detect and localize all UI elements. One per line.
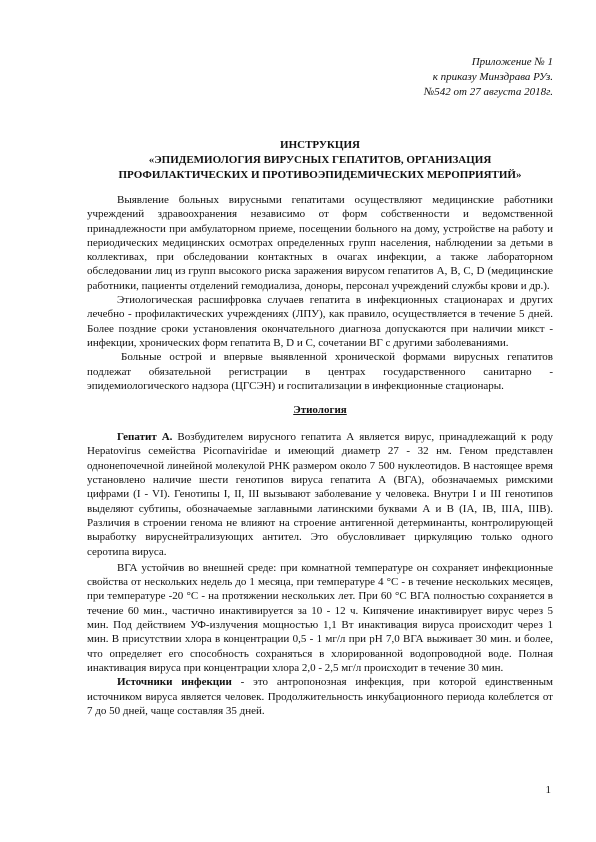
sources-text: - это антропонозная инфекция, при которой единственным источником вируса является человек. Продолжительность инкубационного периода колеблется от 7 до 50 дней, чаще составляя 35 дней. xyxy=(87,676,553,717)
appendix-line-2: к приказу Минздрава РУз. xyxy=(432,71,553,83)
document-title xyxy=(87,138,553,183)
hepatitis-a-lead: Гепатит А. xyxy=(117,431,173,444)
paragraph-sources xyxy=(87,675,553,718)
paragraph-detection: Выявление больных вирусными гепатитами осуществляют медицинские работники учреждений здравоохранения независимо от форм собственности и ведомственной принадлежности при амбулаторном приеме, посещении больного на дому, устройстве на работу и периодических медицинских осмотрах определенных групп населения, наблюдении за детьми в коллективах, при обследовании контактных в очагах инфекции, а также лабораторном обследовании лиц из групп высокого риска заражения вирусом гепатитов A, B, C, D (медицинские работники, пациенты отделений гемодиализа, доноры, персонал учреждений службы крови и др.). xyxy=(87,194,553,292)
appendix-line-3: №542 от 27 августа 2018г. xyxy=(423,86,553,98)
paragraph-hepatitis-a xyxy=(87,430,553,559)
appendix-line-1: Приложение № 1 xyxy=(471,56,553,68)
title-line-2: «ЭПИДЕМИОЛОГИЯ ВИРУСНЫХ ГЕПАТИТОВ, ОРГАНИЗАЦИЯ xyxy=(148,154,492,166)
page-number: 1 xyxy=(545,784,551,796)
document-body xyxy=(87,193,553,718)
title-line-1: ИНСТРУКЦИЯ xyxy=(280,139,360,151)
paragraph-stability: ВГА устойчив во внешней среде: при комнатной температуре он сохраняет инфекционные свойства от нескольких недель до 1 месяца, при температуре 4 °С - в течение нескольких месяцев, при температуре -20 °С - на протяжении нескольких лет. При 60 °С ВГА полностью сохраняется в течение 60 мин., частично инактивируется за 10 - 12 ч. Кипячение инактивирует вирус через 5 мин. Под действием УФ-излучения мощностью 1,1 Вт инактивация вируса происходит через 1 мин. В присутствии хлора в концентрации 0,5 - 1 мг/л при pH 7,0 ВГА выживает 30 мин. и более, что определяет его способность сохраняться в хлорированной водопроводной воде. Полная инактивация вируса при концентрации хлора 2,0 - 2,5 мг/л происходит в течение 30 мин. xyxy=(87,561,553,674)
title-line-3: ПРОФИЛАКТИЧЕСКИХ И ПРОТИВОЭПИДЕМИЧЕСКИХ МЕРОПРИЯТИЙ» xyxy=(118,169,522,181)
hepatitis-a-text: Возбудителем вирусного гепатита А является вирус, принадлежащий к роду Hepatovirus семейства Picornaviridae и имеющий диаметр 27 - 32 нм. Геном представлен однонепочечной линейной молекулой РНК размером около 7 500 нуклеотидов. В настоящее время установлено наличие шести генотипов вируса гепатита А (ВГА), обозначаемых римскими цифрами (I - VI). Генотипы I, II, III вызывают заболевание у человека. Внутри I и III генотипов выделяют субтипы, обозначаемые заглавными латинскими буквами А и В (IA, IB, IIIA, IIIB). Различия в строении генома не влияют на строение антигенной детерминанты, контролирующей выработку вируснейтрализующих антител. Это обусловливает циркуляцию только одного серотипа вируса. xyxy=(87,431,554,558)
paragraph-etiological-decoding: Этиологическая расшифровка случаев гепатита в инфекционных стационарах и других лечебно - профилактических учреждениях (ЛПУ), как правило, осуществляется в течение 5 дней. Более поздние сроки установления окончательного диагноза допускаются при наличии микст - инфекции, хронических форм гепатита B, D и C, сочетании ВГ с другими заболеваниями. xyxy=(87,294,553,349)
paragraph-registration: Больные острой и впервые выявленной хронической формами вирусных гепатитов подлежат обязательной регистрации в центрах государственного санитарно - эпидемиологического надзора (ЦГСЭН) и госпитализации в инфекционные стационары. xyxy=(87,351,553,392)
appendix-note xyxy=(87,55,553,100)
section-heading-etiology: Этиология xyxy=(293,404,347,417)
sources-lead: Источники инфекции xyxy=(117,676,232,689)
